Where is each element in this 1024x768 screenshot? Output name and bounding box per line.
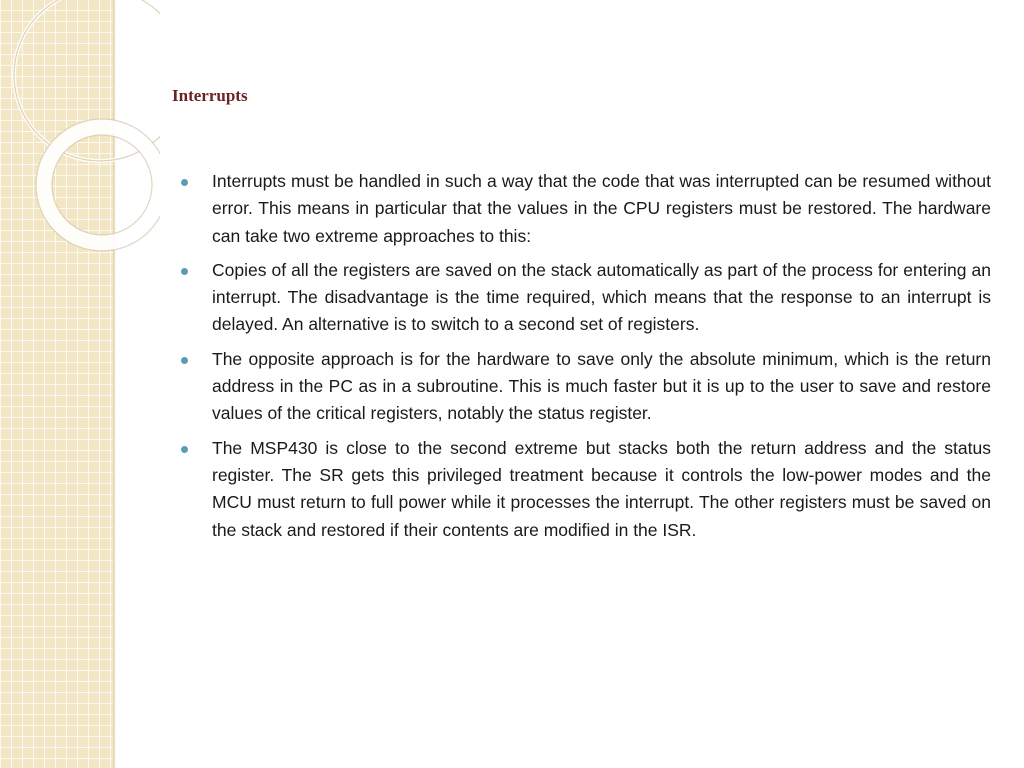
- bullet-dot-icon: [181, 268, 188, 275]
- decorative-rings: [0, 0, 160, 300]
- bullet-text: Interrupts must be handled in such a way that the code that was interrupted can be resumed without error. This means in particular that the values in the CPU registers must be restored. The hardware can take two extreme approaches to this:: [212, 171, 991, 246]
- bullet-text: Copies of all the registers are saved on the stack automatically as part of the process for entering an interrupt. The disadvantage is the time required, which means that the response to an interrupt is delayed. An alternative is to switch to a second set of registers.: [212, 259, 991, 335]
- bullet-list: [181, 168, 991, 551]
- small-ring-decoration: [44, 127, 160, 243]
- bullet-text: The MSP430 is close to the second extreme but stacks both the return address and the status register. The SR gets this privileged treatment because it controls the low-power modes and the MCU must return to full power while it processes the interrupt. The other registers must be saved on the stack and restored if their contents are modified in the ISR.: [212, 437, 991, 540]
- bullet-item: [181, 346, 991, 428]
- bullet-dot-icon: [181, 357, 188, 364]
- slide-title: Interrupts: [172, 86, 248, 105]
- bullet-item: [181, 435, 991, 544]
- bullet-dot-icon: [181, 446, 188, 453]
- bullet-item: [181, 257, 991, 339]
- small-ring-inner-shadow: [52, 135, 152, 235]
- bullet-item: [181, 168, 991, 250]
- bullet-text: The opposite approach is for the hardware to save only the absolute minimum, which is the return address in the PC as in a subroutine. This is much faster but it is up to the user to save and restore values of the critical registers, notably the status register.: [212, 348, 991, 424]
- bullet-dot-icon: [181, 179, 188, 186]
